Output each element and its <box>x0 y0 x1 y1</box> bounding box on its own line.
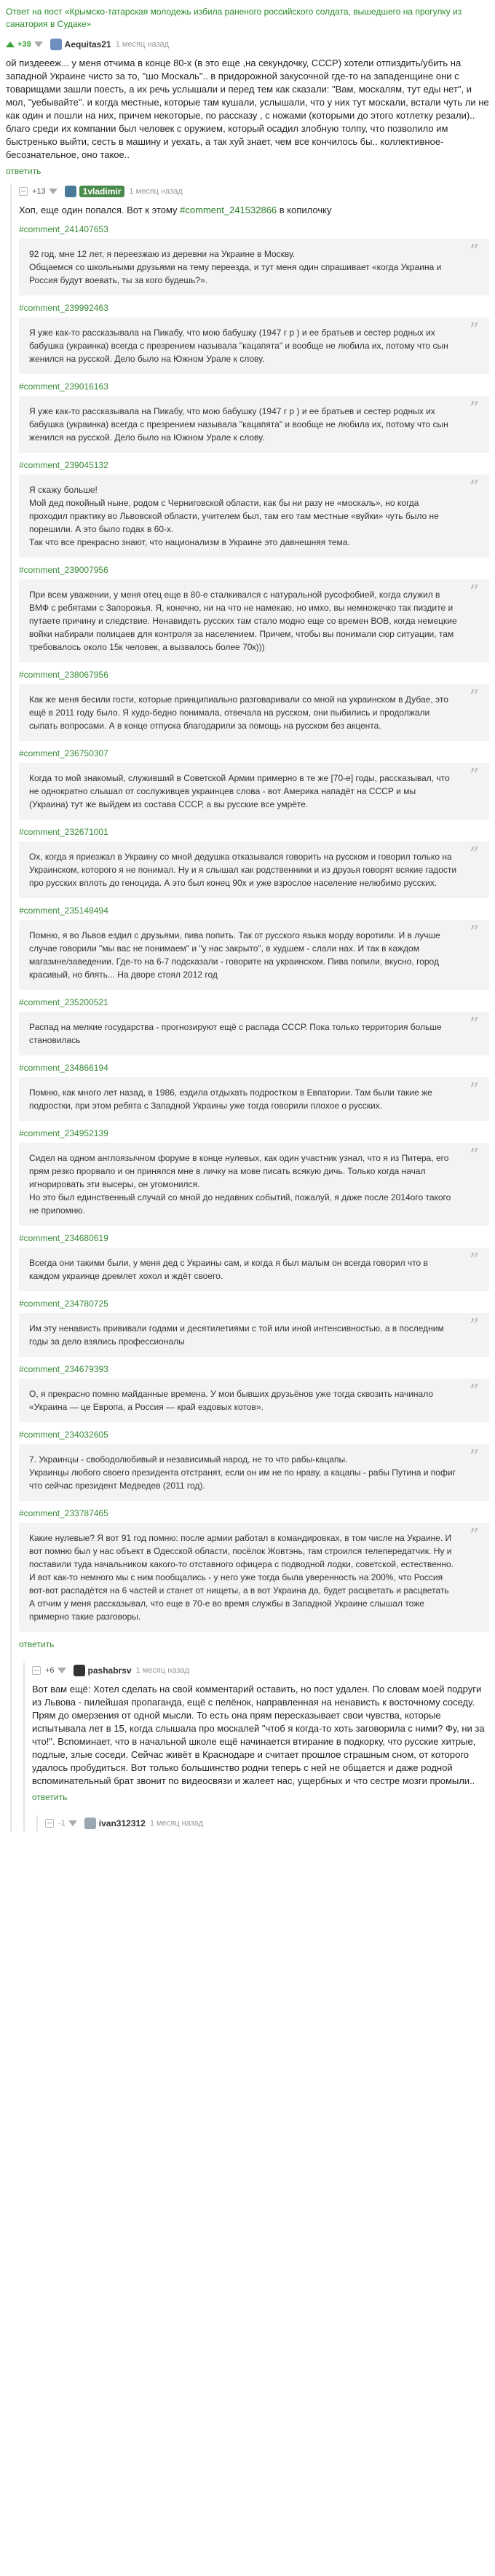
comment-ref-link[interactable]: #comment_235148494 <box>19 905 108 916</box>
username[interactable]: pashabrsv <box>87 1665 132 1676</box>
quote-block <box>19 684 489 741</box>
comment-ref-link[interactable]: #comment_239007956 <box>19 565 108 575</box>
comment-text: ой пиздеееж... у меня отчима в конце 80-х (в это еще ,на секундочку, СССР) хотели отпиздить/убить на западной Украине чисто за то, "шо Москаль".. в придорожной закусочной где-то на западенщине они с товарищами зашли поесть, а их речь услышали и перед тем как сказали: "Вам, москалям, тут еды нет", и мол, "уебывайте". и когда местные, которые там кушали, услышали, что у них тут москали, встали чуть ли не как один и пошли на них, причем некоторые, по рассказу , с ножами (которыми до этого котлетку резали).. благо среди их компании был человек с оружием, который осадил злобную толпу, что позволило им быстренько выйти, сесть в машину и уехать, а так хуй знает, чем все кончилось бы.. коллективное-бесознательное, оно такое.. <box>6 58 489 160</box>
quote-text: При всем уважении, у меня отец еще в 80-е сталкивался с натуральной русофобией, когда служил в ВМФ с ребятами с Запорожья. Я, конечно, ни на что не намекаю, но имхо, вы немножечко так пиздите и путаете причину и следствие. Ненавидеть русских там стало модно еще со времен ВОВ, когда немецкие войки набирали полицаев для контроля за населением. Причем, чтобы вы понимали сюр ситуации, там требовалось около 15к человек, а вызвалось более 70к))) <box>29 590 457 652</box>
quote-block <box>19 475 489 558</box>
quote-icon: ” <box>469 686 479 708</box>
comment-ref-link[interactable]: #comment_232671001 <box>19 827 108 837</box>
quote-icon: ” <box>469 398 479 420</box>
quote-icon: ” <box>469 1250 479 1272</box>
quote-text: Ох, когда я приезжал в Украину со мной дедушка отказывался говорить на русском и говорил только на Украинском, которого я не понимал. Ну и я слышал как родственники и из друзья говорят всякие гадости про русских вплоть до геноцида. А это был конец 90х и уже взрослое население нелюбимо русских. <box>29 852 457 888</box>
comment-ref-link[interactable]: #comment_235200521 <box>19 997 108 1007</box>
quote-icon: ” <box>469 320 479 341</box>
quote-icon: ” <box>469 765 479 787</box>
quote-text: 92 год, мне 12 лет, я переезжаю из деревни на Украине в Москву. Общаемся со школьными друзьями на тему переезда, и тут меня один спрашивает «когда Украина и Россия будут воевать, ты за кого будешь?». <box>29 249 442 285</box>
quote-icon: ” <box>469 241 479 263</box>
quote-block <box>19 1077 489 1121</box>
collapse-icon[interactable] <box>45 1819 54 1828</box>
post-title-link[interactable]: Крымско-татарская молодежь избила раненого российского солдата, вышедшего на прогулку из санатория в Судаке <box>6 7 462 29</box>
comment-time: 1 месяц назад <box>149 1819 204 1828</box>
quote-block <box>19 239 489 296</box>
quote-block <box>19 1523 489 1632</box>
quote-text: Я уже как-то рассказывала на Пикабу, что мою бабушку (1947 г р ) и ее братьев и сестер родных их бабушка (украинка) всегда с презрением называла "кацапята" и вообще не любила их, потому что сын женился на русской. Дело было на Южном Урале к слову. <box>29 328 448 364</box>
comment-rating: +6 <box>45 1666 55 1675</box>
downvote-icon[interactable] <box>49 189 58 194</box>
comment-ref-link[interactable]: #comment_234780725 <box>19 1299 108 1309</box>
quote-block <box>19 1143 489 1226</box>
comment-ref-link[interactable]: #comment_233787465 <box>19 1508 108 1518</box>
upvote-icon[interactable] <box>6 41 15 47</box>
comment-meta <box>45 1815 489 1831</box>
comment-ref-link[interactable]: #comment_239992463 <box>19 303 108 313</box>
quote-list <box>19 224 489 1632</box>
comment-intro: Хоп, еще один попался. Вот к этому #comment_241532866 в копилочку <box>19 205 332 215</box>
quote-block <box>19 1379 489 1422</box>
quote-text: Помню, как много лет назад, в 1986, ездила отдыхать подростком в Евпатории. Там были такие же подростки, при этом ребята с Западной Украины уже тогда говорили плохое о русских. <box>29 1087 432 1111</box>
quote-block <box>19 317 489 374</box>
reply-thread <box>23 1662 489 1831</box>
quote-block <box>19 1248 489 1291</box>
avatar[interactable] <box>84 1818 96 1829</box>
comment-ref-link[interactable]: #comment_239045132 <box>19 460 108 470</box>
reply-to-header <box>6 6 489 31</box>
comment-ref-link[interactable]: #comment_239016163 <box>19 381 108 392</box>
quote-icon: ” <box>469 1079 479 1101</box>
quote-icon: ” <box>469 1525 479 1547</box>
comment-1 <box>6 36 489 183</box>
comment-rating: +13 <box>32 187 46 196</box>
comment-meta <box>32 1662 489 1679</box>
quote-block <box>19 763 489 820</box>
downvote-icon[interactable] <box>68 1820 77 1826</box>
reply-thread <box>10 183 489 1831</box>
quote-text: Я скажу больше! Мой дед покойный ныне, родом с Черниговской области, как бы ни разу не «москаль», но когда проходил практику во Львовской области, учителем был, там его там местные «вуйки» чуть было не порешили. А это было годах в 60-х. Так что все прекрасно знают, что национализм в Украине это давнешняя тема. <box>29 485 439 547</box>
comment-ref-link[interactable]: #comment_234680619 <box>19 1233 108 1243</box>
quote-block <box>19 1444 489 1501</box>
quote-text: Когда то мой знакомый, служивший в Советской Армии примерно в те же [70-е] годы, рассказывал, что не однократно слышал от сослуживцев украинцев слова - вот Америка нападёт на СССР и мы (Украина) тут же выйдем из состава СССР, а вы русские все умрёте. <box>29 773 450 809</box>
quote-text: Помню, я во Львов ездил с друзьями, пива попить. Так от русского языка морду воротили. И в лучше случае говорили "мы вас не понимаем" и "у нас закрыто", в худшем - слали нах. И так в каждом магазине/заведении. Где-то на 6-7 подсказали - говорите на украинском. Пива попили, вкусно, город красивый, но блять... На дворе стоял 2012 год <box>29 930 440 980</box>
quote-icon: ” <box>469 1446 479 1468</box>
quote-text: Всегда они такими были, у меня дед с Украины сам, и когда я был малым он всегда говорил что в каждом украинце дремлет хохол и ждёт своего. <box>29 1258 428 1281</box>
downvote-icon[interactable] <box>58 1668 66 1673</box>
quote-icon: ” <box>469 1381 479 1403</box>
reply-button[interactable]: ответить <box>19 1639 55 1649</box>
quote-icon: ” <box>469 844 479 865</box>
quote-icon: ” <box>469 1315 479 1337</box>
username[interactable]: Aequitas21 <box>64 39 111 49</box>
reply-thread <box>36 1815 489 1831</box>
quote-icon: ” <box>469 1145 479 1167</box>
collapse-icon[interactable] <box>32 1666 41 1675</box>
reply-button[interactable]: ответить <box>6 166 41 176</box>
reply-button[interactable]: ответить <box>32 1792 68 1802</box>
quote-block <box>19 1012 489 1055</box>
quote-text: Им эту ненависть прививали годами и десятилетиями с той или иной интенсивностью, а в последним годы за дело взялись профессионалы <box>29 1323 444 1347</box>
comment-ref-link[interactable]: #comment_241407653 <box>19 224 108 234</box>
comment-link[interactable]: #comment_241532866 <box>180 205 277 215</box>
quote-icon: ” <box>469 922 479 944</box>
downvote-icon[interactable] <box>34 41 43 47</box>
quote-text: Сидел на одном англоязычном форуме в конце нулевых, как один участник узнал, что я из Питера, его прям резко прорвало и он принялся мне в личку на мове писать всякую дичь. Только когда начал игнорировать эти высеры, он угомонился. Но это был единственный случай со мной до недавних событий, пожалуй, я даже после 2014ого такого не припомню. <box>29 1153 451 1216</box>
comment-time: 1 месяц назад <box>115 40 170 49</box>
quote-icon: ” <box>469 582 479 603</box>
quote-block <box>19 1313 489 1357</box>
quote-text: 7. Украинцы - свободолюбивый и независимый народ, не то что рабы-кацапы. Украинцы любого своего президента отстранят, если он им не по нраву, а кацапы - рабы Путина и пофиг что сейчас президент Медведев (2011 год). <box>29 1454 456 1491</box>
quote-text: Как же меня бесили гости, которые принципиально разговаривали со мной на украинском в Дубае, это ещё в 2011 году было. Я худо-бедно понимала, отвечала на русском, они пыбились и продолжали сыпать вопросами. А в конце отпуска благодарили за помощь на русском без акцента. <box>29 694 448 731</box>
username[interactable]: ivan312312 <box>98 1818 146 1828</box>
avatar[interactable] <box>74 1665 85 1676</box>
collapse-icon[interactable] <box>19 187 28 196</box>
username[interactable]: 1vladimir <box>79 186 125 197</box>
comment-time: 1 месяц назад <box>129 187 183 196</box>
quote-block <box>19 579 489 662</box>
avatar[interactable] <box>50 39 62 50</box>
comment-meta <box>6 36 489 52</box>
comment-meta <box>19 183 489 199</box>
quote-icon: ” <box>469 1014 479 1036</box>
quote-icon: ” <box>469 477 479 499</box>
comment-ref-link[interactable]: #comment_236750307 <box>19 748 108 758</box>
reply-suffix: » <box>86 19 92 29</box>
comment-time: 1 месяц назад <box>135 1666 189 1675</box>
quote-text: Распад на мелкие государства - прогнозируют ещё с распада СССР. Пока только территория больше становилась <box>29 1022 442 1045</box>
quote-block <box>19 920 489 990</box>
comment-rating: -1 <box>58 1819 66 1828</box>
reply-prefix: Ответ на пост « <box>6 7 70 17</box>
comment-rating: +39 <box>17 40 31 49</box>
comment-ref-link[interactable]: #comment_234866194 <box>19 1063 108 1073</box>
avatar[interactable] <box>65 186 76 197</box>
quote-block <box>19 396 489 453</box>
quote-text: О, я прекрасно помню майданные времена. У мои бывших друзьёнов уже тогда сквозить начинало «Украина — це Европа, а Россия — край ездовых котов». <box>29 1389 434 1412</box>
comment-ref-link[interactable]: #comment_234679393 <box>19 1364 108 1374</box>
quote-text: Я уже как-то рассказывала на Пикабу, что мою бабушку (1947 г р ) и ее братьев и сестер родных их бабушка (украинка) всегда с презрением называла "кацапята" и вообще не любила их, потому что сын женился на русской. Дело было на Южном Урале к слову. <box>29 406 448 443</box>
comment-ref-link[interactable]: #comment_234032605 <box>19 1430 108 1440</box>
quote-text: Какие нулевые? Я вот 91 год помню: после армии работал в командировках, в том числе на Украине. И вот помню был у нас объект в Одесской области, посёлок Жовтэнь, там строился телепередатчик. Ну и поставили туда начальником какого-то отставного офицера с подводной лодки, советской, естественно. И вот как-то немного мы с ним пообщались - у него уже тогда была уверенность на 200%, что Россия вот-вот распадётся на 6 частей и станет от нищеты, а в вот Украина да, будет расцветать и расцветать А отчим у меня рассказывал, что еще в 70-е во время службы в Западной Украине слышал тоже примерно такие разговоры. <box>29 1533 454 1622</box>
comment-text: Вот вам ещё: Хотел сделать на свой комментарий оставить, но пост удален. По словам моей подруги из Львова - пилейшая пропаганда, ещё с пелёнок, направленная на ненависть к восточному соседу. Прям до омерзения от одной мысли. То есть она прям пересказывает свои чувства, которые испытывала лет в 15, когда слышала про москалей "чтоб я когда-то хоть заговорила с ними? Фу, ни за что!". Вспоминает, что в начальной школе ещё начинается втирание в подкорку, что русские хитрые, подлые, злые соседи. Сейчас живёт в Краснодаре и считает прошлое страшным сном, от которого удалось пробудиться. Вот только большинство родни теперь с ней не общается и даже родной вспоминательный брат звонит по видеосвязи и жалеет нас, ущербных и что сестре мозги промыли.. <box>32 1684 485 1786</box>
quote-block <box>19 841 489 898</box>
comment-ref-link[interactable]: #comment_238067956 <box>19 670 108 680</box>
comment-ref-link[interactable]: #comment_234952139 <box>19 1128 108 1138</box>
